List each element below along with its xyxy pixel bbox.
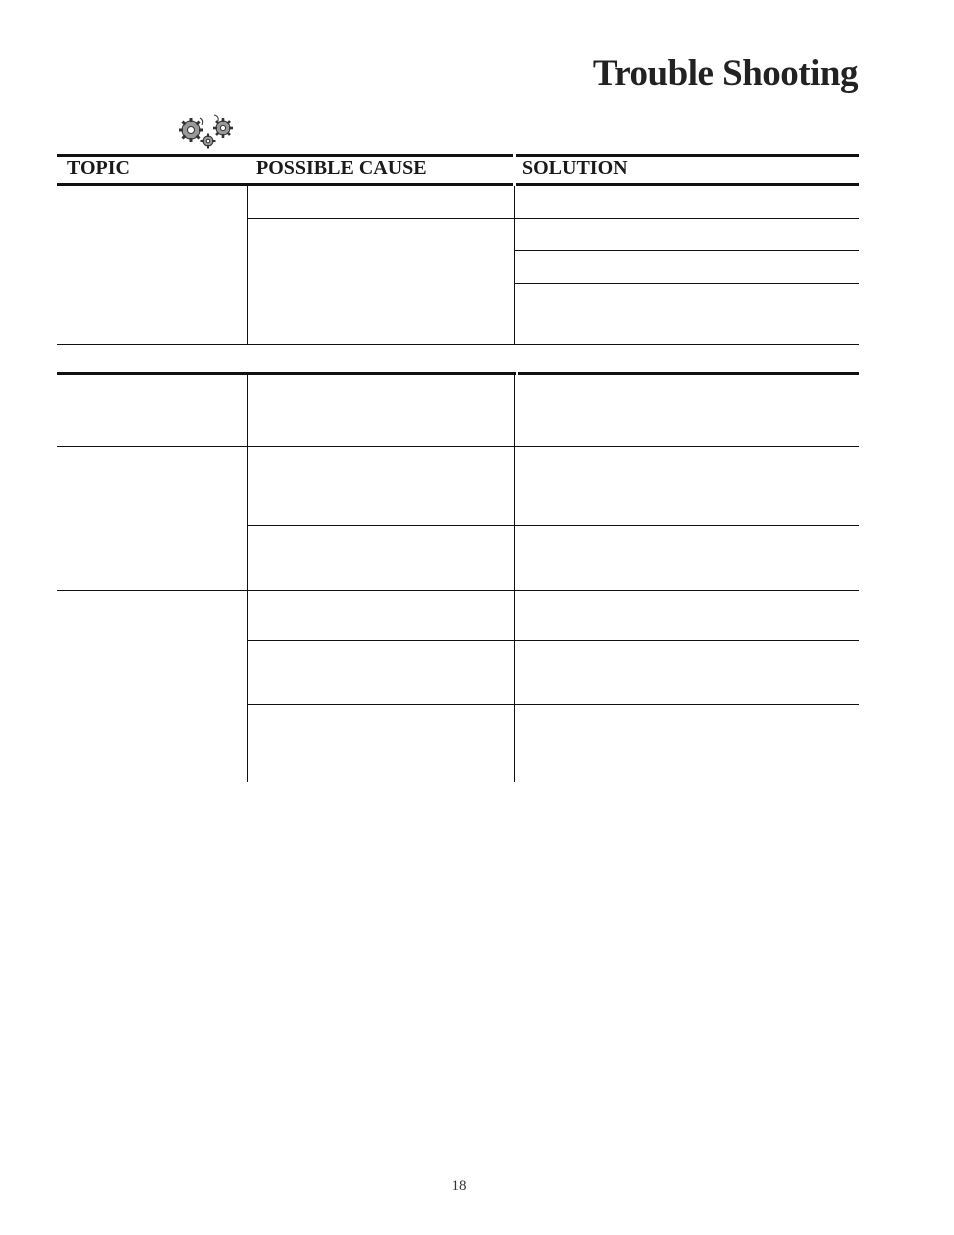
- table-top-rule: [57, 154, 859, 157]
- header-solution: SOLUTION: [522, 157, 628, 179]
- section2-row-line: [247, 640, 859, 641]
- section1-col-divider-2: [514, 186, 515, 344]
- section2-row-line: [57, 446, 859, 447]
- section1-row-line: [514, 250, 859, 251]
- section2-row-line: [247, 704, 859, 705]
- section1-row-line: [247, 218, 859, 219]
- section2-row-line: [57, 590, 859, 591]
- header-bottom-rule: [57, 183, 859, 186]
- header-topic: TOPIC: [67, 157, 130, 179]
- section1-bottom-line: [57, 344, 859, 345]
- section2-col-divider-1: [247, 375, 248, 782]
- page-number: 18: [451, 1178, 467, 1194]
- section2-col-divider-2: [514, 375, 515, 782]
- section2-top-rule: [57, 372, 859, 375]
- page-title: Trouble Shooting: [592, 53, 858, 94]
- section1-row-line: [514, 283, 859, 284]
- header-divider: [513, 154, 516, 186]
- header-possible-cause: POSSIBLE CAUSE: [256, 157, 427, 179]
- section1-col-divider-1: [247, 186, 248, 344]
- section2-gap: [516, 372, 518, 375]
- section2-row-line: [247, 525, 859, 526]
- gears-icon: [176, 114, 238, 150]
